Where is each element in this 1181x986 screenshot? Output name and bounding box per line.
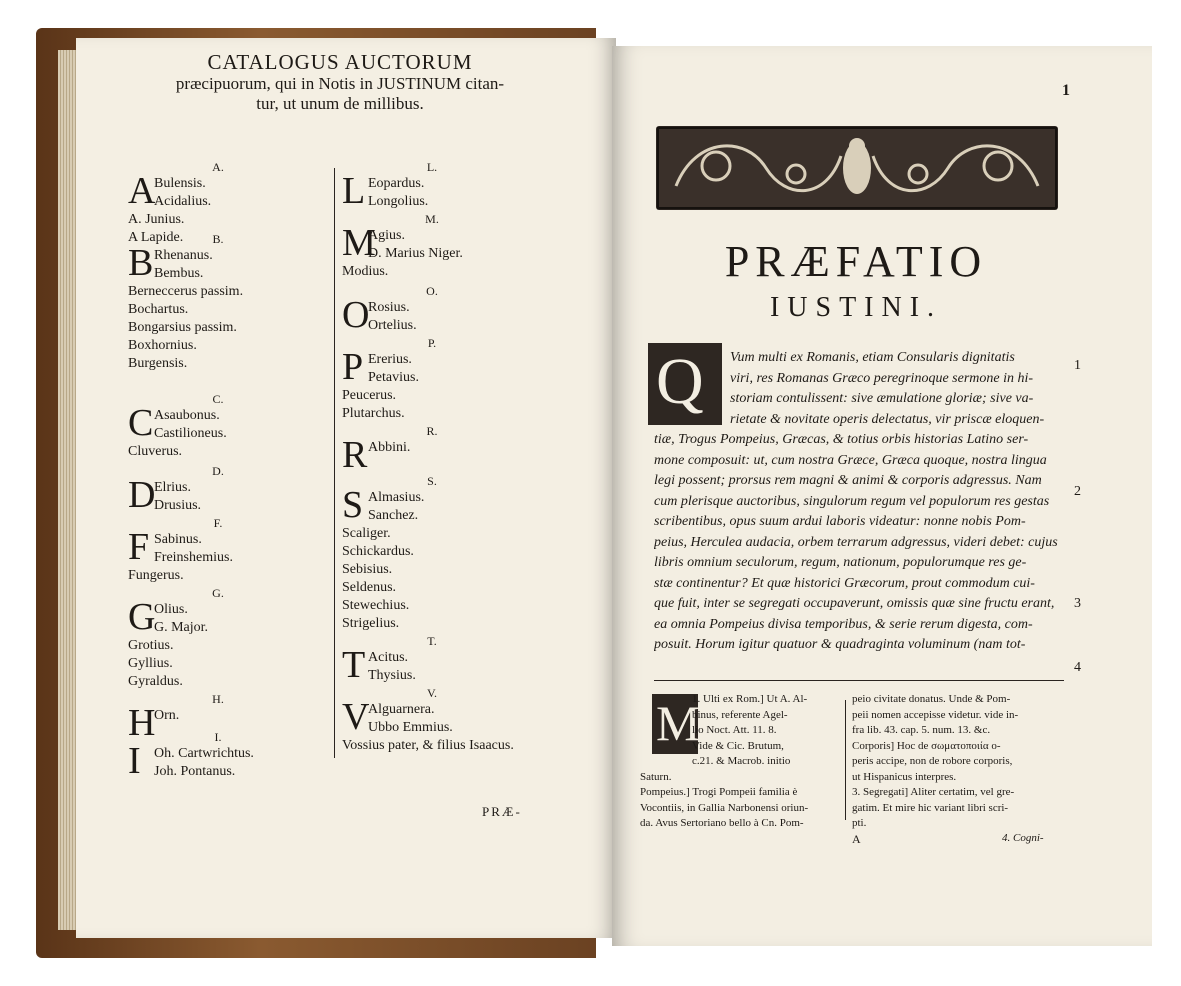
initial-lines <box>154 407 227 443</box>
author-section <box>342 424 562 474</box>
catchword-left: PRÆ- <box>482 804 522 819</box>
preface-title: PRÆFATIO <box>724 237 988 286</box>
author-entry: Sanchez. <box>368 508 419 523</box>
author-section <box>342 284 562 336</box>
initial-lines <box>154 707 179 725</box>
preface-subtitle: IUSTINI. <box>769 292 943 323</box>
author-entry: A. Junius. <box>128 212 185 227</box>
author-section <box>128 160 328 245</box>
author-entry: A Lapide. <box>128 230 184 245</box>
footnote-line: peii nomen accepisse videtur. vide in- <box>852 708 1019 721</box>
footnote-line: peio civitate donatus. Unde & Pom- <box>852 693 1011 705</box>
initial-row <box>342 346 562 388</box>
author-entry: Acitus. <box>368 650 409 665</box>
text-line: ea omnia Pompeius divisa temporibus, & serie rerum digesta, com- <box>654 616 1033 632</box>
author-section <box>342 160 562 212</box>
subtitle-line: præcipuorum, qui in Notis in JUSTINUM citan- <box>175 74 505 93</box>
initial-row <box>342 696 562 738</box>
initial-row <box>128 242 328 284</box>
author-entry: Schickardus. <box>342 544 414 559</box>
author-entry: Acidalius. <box>154 194 212 209</box>
initial-lines <box>154 479 201 515</box>
author-section <box>128 586 328 692</box>
footnote-line: Vocontiis, in Gallia Narbonensi oriun- <box>640 801 809 814</box>
author-entry: D. Marius Niger. <box>368 246 463 261</box>
text-line: cum plerisque auctoribus, singulorum regum vel populorum res gestas <box>654 493 1050 509</box>
author-entry: Joh. Pontanus. <box>154 764 236 779</box>
section-letter: I. <box>214 730 222 744</box>
text-line: mone composuit: ut, cum nostra Græce, Græca quoque, nostra lingua <box>654 452 1047 468</box>
drop-cap-letter: Q <box>656 345 704 418</box>
notes-rule <box>654 680 1064 681</box>
large-initial: M <box>342 222 376 264</box>
text-line: stæ continentur? Et quæ historici Græcorum, prout commodum cui- <box>654 575 1035 591</box>
text-line: scribentibus, opus suum ardui laboris videatur: nonne nobis Pom- <box>654 514 1026 529</box>
section-letter: T. <box>427 634 437 648</box>
author-entry: Ortelius. <box>368 318 417 333</box>
initial-row <box>128 526 328 568</box>
author-entry: Burgensis. <box>128 356 188 371</box>
margin-number: 1 <box>1074 358 1081 373</box>
initial-row <box>342 434 562 476</box>
large-initial: D <box>128 474 156 516</box>
large-initial: T <box>342 644 366 686</box>
author-section <box>342 686 562 756</box>
footnote-line: da. Avus Sertoriano bello à Cn. Pom- <box>640 817 804 829</box>
page-edges <box>58 50 78 930</box>
section-letter: A. <box>212 160 224 174</box>
section-letter: B. <box>212 232 224 246</box>
margin-number: 3 <box>1074 596 1081 611</box>
author-entry: Scaliger. <box>342 526 391 541</box>
footnote-line: 3. Segregati] Aliter certatim, vel gre- <box>852 786 1015 798</box>
text-line: posuit. Horum igitur quatuor & quadraginta voluminum (nam tot- <box>654 637 1026 652</box>
section-letter: P. <box>427 336 437 350</box>
author-entry: Peucerus. <box>342 388 397 403</box>
large-initial: L <box>342 170 366 212</box>
footnote-line: 1. Ulti ex Rom.] Ut A. Al- <box>692 693 808 705</box>
text-line: storiam contulissent: sive æmulatione gloriæ; sive va- <box>730 391 1034 406</box>
section-letter: D. <box>212 464 224 478</box>
footnote-line: Pompeius.] Trogi Pompeii familia è <box>640 786 798 798</box>
large-initial: S <box>342 484 364 526</box>
signature-mark: A <box>852 832 861 846</box>
preface-text <box>654 345 1062 656</box>
author-entry: Orn. <box>154 708 180 723</box>
footnote-line: binus, referente Agel- <box>692 708 788 721</box>
text-line: libris omnium seculorum, regum, nationum, populorumque res ge- <box>654 555 1027 570</box>
author-entry: Bochartus. <box>128 302 189 317</box>
footnote-line: c.21. & Macrob. initio <box>692 755 791 767</box>
large-initial: R <box>342 434 368 476</box>
author-entry: Rhenanus. <box>154 248 213 263</box>
initial-row <box>128 474 328 516</box>
initial-lines <box>154 601 208 637</box>
subtitle-line: tur, ut unum de millibus. <box>256 94 424 113</box>
author-entry: Agius. <box>368 228 405 243</box>
author-section <box>342 212 562 284</box>
section-letter: O. <box>426 284 438 298</box>
initial-lines <box>368 489 424 525</box>
catalogue-title: CATALOGUS AUCTORUM <box>207 50 473 74</box>
author-entry: Strigelius. <box>342 616 400 631</box>
footnotes-right <box>852 692 1060 832</box>
initial-lines <box>154 175 211 211</box>
author-entry: Bongarsius passim. <box>128 320 237 335</box>
page-number: 1 <box>1062 82 1070 99</box>
footnote-line: Saturn. <box>640 770 672 783</box>
margin-number: 2 <box>1074 484 1081 499</box>
author-entry: Modius. <box>342 264 389 279</box>
text-line: tiæ, Trogus Pompeius, Græcas, & totius orbis historias Latino ser- <box>654 432 1029 447</box>
author-entry: Gyllius. <box>128 656 173 671</box>
footnote-line: Corporis] Hoc de σωματοποιία o- <box>852 739 1001 752</box>
footnote-line: gatim. Et mire hic variant libri scri- <box>852 801 1009 814</box>
author-entry: Petavius. <box>368 370 419 385</box>
initial-lines <box>368 649 416 685</box>
author-entry: Almasius. <box>368 490 425 505</box>
catalogue-subtitle <box>135 74 545 114</box>
author-entry: Eopardus. <box>368 176 425 191</box>
author-entry: Drusius. <box>154 498 202 513</box>
footnote-line: ut Hispanicus interpres. <box>852 770 957 783</box>
text-line: que fuit, inter se segregati occupaverunt, omissis quæ sine fructu erant, <box>654 596 1055 611</box>
author-column-left <box>128 160 328 790</box>
author-section <box>342 336 562 424</box>
notes-drop-cap-letter: M <box>656 695 701 751</box>
section-letter: G. <box>212 586 224 600</box>
large-initial: P <box>342 346 364 388</box>
author-entry: Alguarnera. <box>368 702 435 717</box>
initial-row <box>342 294 562 336</box>
author-entry: Abbini. <box>368 440 411 455</box>
author-entry: Fungerus. <box>128 568 184 583</box>
section-letter: V. <box>426 686 438 700</box>
author-entry: Gyraldus. <box>128 674 183 689</box>
section-letter: S. <box>427 474 437 488</box>
author-entry: Longolius. <box>368 194 429 209</box>
large-initial: A <box>128 170 156 212</box>
initial-row <box>128 596 328 638</box>
footnote-line: lio Noct. Att. 11. 8. <box>692 724 777 736</box>
author-entry: Rosius. <box>368 300 410 315</box>
author-section <box>128 232 328 392</box>
initial-lines <box>154 247 213 283</box>
author-entry: Plutarchus. <box>342 406 405 421</box>
initial-lines <box>368 227 463 263</box>
author-entry: G. Major. <box>154 620 209 635</box>
section-letter: H. <box>212 692 224 706</box>
initial-lines <box>368 701 453 737</box>
author-entry: Ubbo Emmius. <box>368 720 453 735</box>
text-line: peius, Herculea audacia, orbem terrarum adgressus, videri debet: cujus <box>654 534 1058 550</box>
author-entry: Castilioneus. <box>154 426 227 441</box>
section-letter: L. <box>426 160 438 174</box>
initial-lines <box>368 299 417 335</box>
initial-row <box>342 222 562 264</box>
large-initial: V <box>342 696 370 738</box>
footnote-line: fra lib. 43. cap. 5. num. 13. &c. <box>852 724 991 736</box>
notes-divider <box>845 700 846 820</box>
author-section <box>128 692 328 744</box>
author-entry: Thysius. <box>368 668 416 683</box>
margin-number: 4 <box>1074 660 1081 675</box>
author-section <box>128 464 328 516</box>
text-line: legi possent; prorsus rem magni & animi & corporis adgressus. Nam <box>654 473 1042 488</box>
column-divider <box>334 168 335 758</box>
author-column-right <box>342 160 562 756</box>
author-entry: Bembus. <box>154 266 204 281</box>
author-entry: Vossius pater, & filius Isaacus. <box>342 738 514 753</box>
large-initial: B <box>128 242 154 284</box>
initial-row <box>128 170 328 212</box>
author-section <box>342 634 562 686</box>
large-initial: G <box>128 596 156 638</box>
initial-row <box>342 644 562 686</box>
text-line: Vum multi ex Romanis, etiam Consularis dignitatis <box>730 350 1015 365</box>
author-entry: Bulensis. <box>154 176 206 191</box>
large-initial: O <box>342 294 370 336</box>
large-initial: C <box>128 402 154 444</box>
initial-lines <box>154 531 233 567</box>
footnote-line: pti. <box>852 817 867 829</box>
large-initial: H <box>128 702 156 744</box>
author-entry: Boxhornius. <box>128 338 197 353</box>
author-entry: Asaubonus. <box>154 408 220 423</box>
author-entry: Sabinus. <box>154 532 202 547</box>
headpiece-ornament <box>656 126 1058 210</box>
footnote-line: Vide & Cic. Brutum, <box>692 739 784 752</box>
initial-lines <box>368 439 410 457</box>
section-letter: C. <box>212 392 224 406</box>
footnotes-left <box>640 692 840 832</box>
author-entry: Seldenus. <box>342 580 397 595</box>
section-letter: M. <box>425 212 439 226</box>
catchword-right: 4. Cogni- <box>1002 832 1044 844</box>
initial-row <box>342 484 562 526</box>
section-letter: R. <box>426 424 438 438</box>
large-initial: F <box>128 526 150 568</box>
initial-lines <box>368 175 428 211</box>
author-section <box>128 516 328 586</box>
initial-row <box>342 170 562 212</box>
author-entry: Freinshemius. <box>154 550 233 565</box>
author-section <box>342 474 562 634</box>
author-entry: Berneccerus passim. <box>128 284 244 299</box>
author-entry: Cluverus. <box>128 444 183 459</box>
author-entry: Sebisius. <box>342 562 393 577</box>
large-initial: I <box>128 740 141 782</box>
author-entry: Olius. <box>154 602 188 617</box>
initial-lines <box>368 351 419 387</box>
author-entry: Oh. Cartwrichtus. <box>154 746 254 761</box>
author-entry: Stewechius. <box>342 598 410 613</box>
author-entry: Grotius. <box>128 638 174 653</box>
initial-row <box>128 402 328 444</box>
text-line: rietate & novitate operis delectatus, vir priscæ eloquen- <box>730 411 1045 427</box>
author-section <box>128 730 328 790</box>
footnote-line: peris accipe, non de robore corporis, <box>852 755 1013 767</box>
initial-lines <box>154 745 254 781</box>
author-section <box>128 392 328 464</box>
text-line: viri, res Romanas Græco peregrinoque sermone in hi- <box>730 370 1034 386</box>
author-entry: Elrius. <box>154 480 191 495</box>
initial-row <box>128 740 328 782</box>
section-letter: F. <box>213 516 223 530</box>
author-entry: Ererius. <box>368 352 412 367</box>
